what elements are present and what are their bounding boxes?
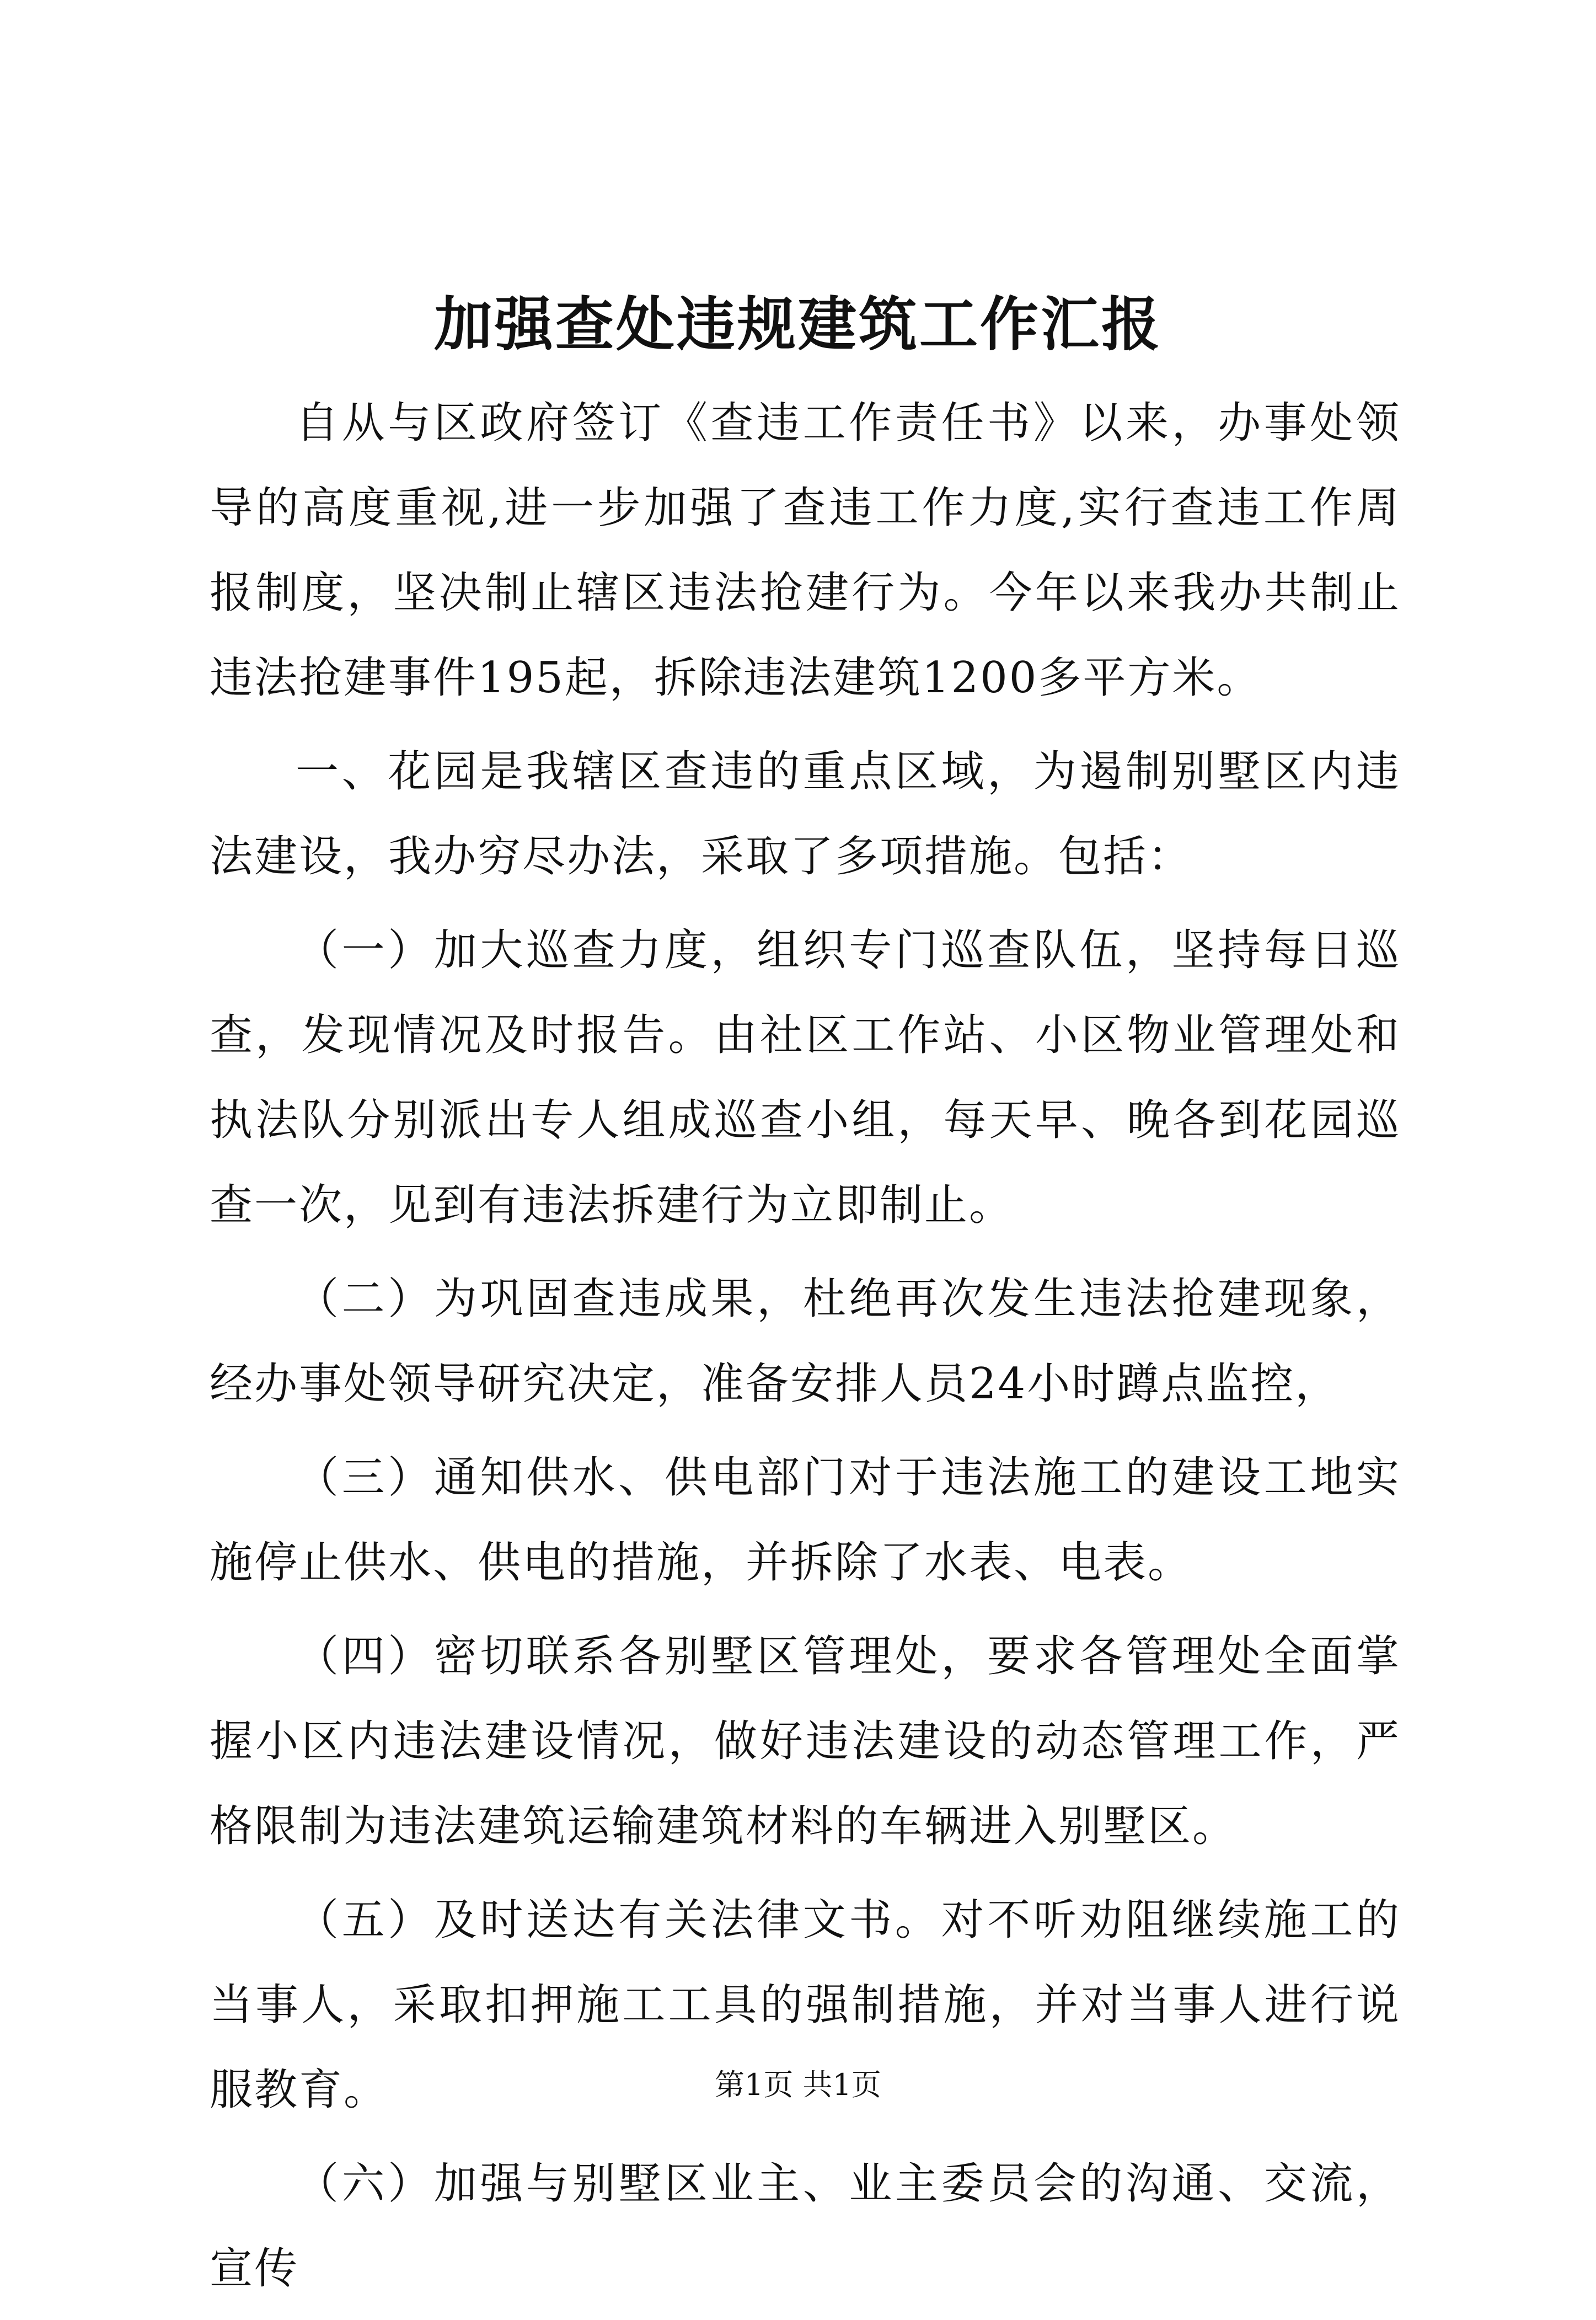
paragraph-intro: 自从与区政府签订《查违工作责任书》以来，办事处领导的高度重视,进一步加强了查违工作力度,实行查违工作周报制度，坚决制止辖区违法抢建行为。今年以来我办共制止违法抢建事件195起，拆除违法建筑1200多平方米。 [210, 398, 1401, 703]
paragraph-item-1: （一）加大巡查力度，组织专门巡查队伍，坚持每日巡查，发现情况及时报告。由社区工作站、小区物业管理处和执法队分别派出专人组成巡查小组，每天早、晚各到花园巡查一次，见到有违法拆建行为立即制止。 [210, 926, 1401, 1230]
document-body [210, 381, 1401, 2320]
paragraph-item-5: （五）及时送达有关法律文书。对不听劝阻继续施工的当事人，采取扣押施工工具的强制措施，并对当事人进行说服教育。 [210, 1895, 1401, 2115]
paragraph-item-6: （六）加强与别墅区业主、业主委员会的沟通、交流，宣传 [210, 2159, 1401, 2294]
paragraph-item-4: （四）密切联系各别墅区管理处，要求各管理处全面掌握小区内违法建设情况，做好违法建设的动态管理工作，严格限制为违法建筑运输建筑材料的车辆进入别墅区。 [210, 1632, 1401, 1851]
paragraph-section-one: 一、花园是我辖区查违的重点区域，为遏制别墅区内违法建设，我办穷尽办法，采取了多项措施。包括： [210, 747, 1401, 881]
document-title: 加强查处违规建筑工作汇报 [434, 290, 1162, 359]
paragraph-item-3: （三）通知供水、供电部门对于违法施工的建设工地实施停止供水、供电的措施，并拆除了水表、电表。 [210, 1453, 1401, 1587]
page-footer: 第1页 共1页 [715, 2067, 881, 2102]
paragraph-item-2: （二）为巩固查违成果，杜绝再次发生违法抢建现象，经办事处领导研究决定，准备安排人员24小时蹲点监控， [210, 1274, 1401, 1409]
